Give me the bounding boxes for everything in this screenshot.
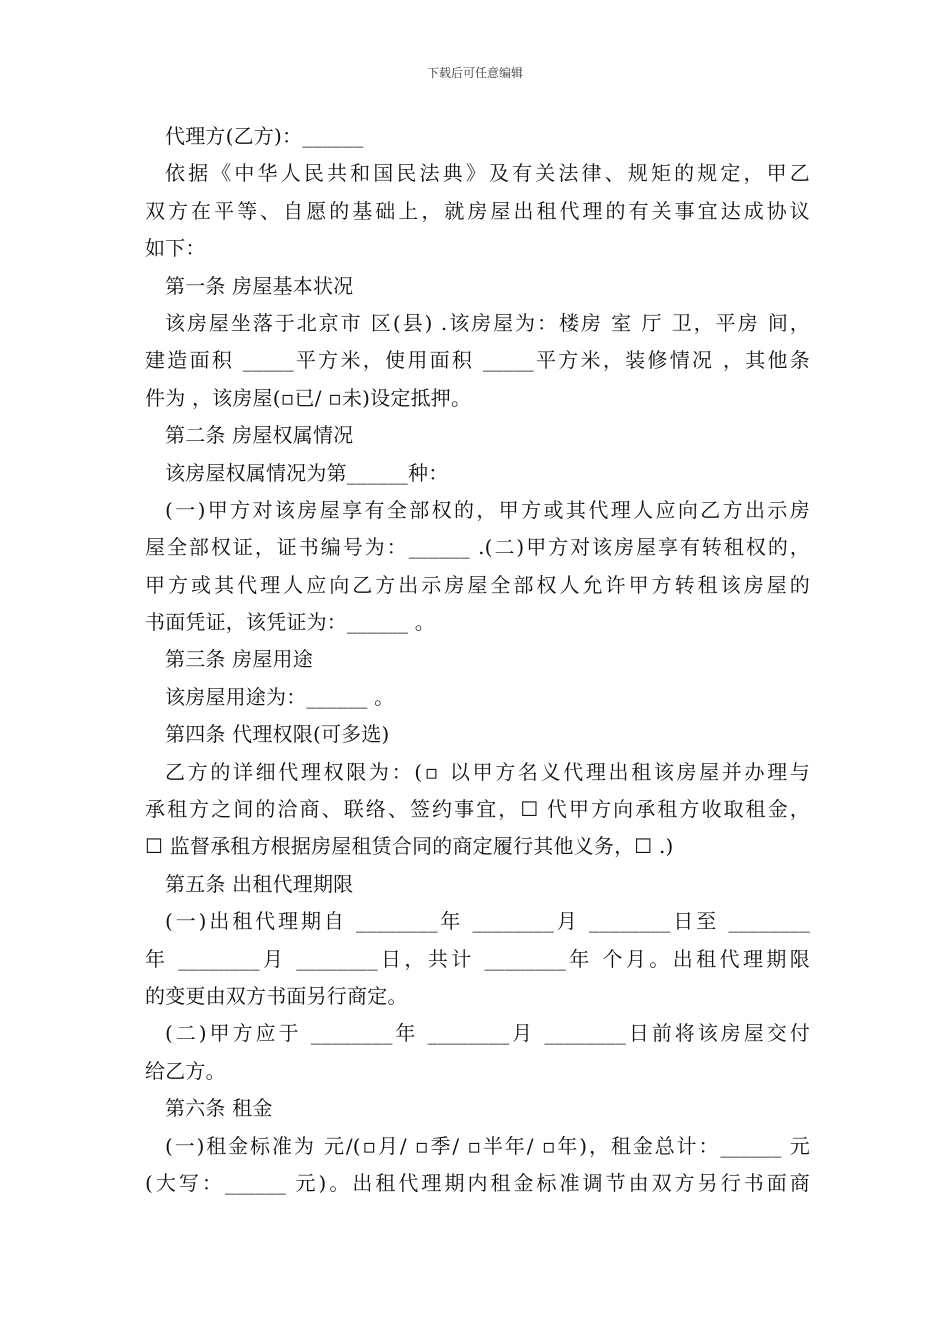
document-line: 该房屋权属情况为第______种： bbox=[165, 460, 449, 485]
page-header-note: 下载后可任意编辑 bbox=[426, 66, 523, 80]
document-line: 第四条 代理权限(可多选) bbox=[165, 722, 390, 747]
document-line: 乙方的详细代理权限为：(▫ 以甲方名义代理出租该房屋并办理与 bbox=[165, 759, 810, 784]
document-line: 双方在平等、自愿的基础上，就房屋出租代理的有关事宜达成协议 bbox=[145, 198, 810, 223]
document-line: 第二条 房屋权属情况 bbox=[165, 423, 354, 448]
document-line: (二)甲方应于 ________年 ________月 ________日前将该房屋交付 bbox=[165, 1021, 810, 1046]
document-line: 件为 ，该房屋(▫已/ ▫未)设定抵押。 bbox=[145, 385, 472, 410]
document-line: 第三条 房屋用途 bbox=[165, 647, 313, 672]
document-line: 屋全部权证，证书编号为：______ .(二)甲方对该房屋享有转租权的， bbox=[145, 535, 810, 560]
document-line: 该房屋用途为：______ 。 bbox=[165, 684, 395, 709]
document-line: 承租方之间的洽商、联络、签约事宜，☐ 代甲方向承租方收取租金， bbox=[145, 797, 810, 822]
document-line: 年 ________月 ________日，共计 ________年 个月。出租代理期限 bbox=[145, 946, 810, 971]
document-line: 依据《中华人民共和国民法典》及有关法律、规矩的规定，甲乙 bbox=[165, 161, 810, 186]
document-line: 给乙方。 bbox=[145, 1058, 226, 1083]
document-line: (一)租金标准为 元/(▫月/ ▫季/ ▫半年/ ▫年)，租金总计：______ 元 bbox=[165, 1133, 810, 1158]
document-line: 甲方或其代理人应向乙方出示房屋全部权人允许甲方转租该房屋的 bbox=[145, 572, 810, 597]
document-line: 建造面积 _____平方米，使用面积 _____平方米，装修情况 ，其他条 bbox=[145, 348, 810, 373]
document-body bbox=[145, 118, 810, 1202]
document-line: 第五条 出租代理期限 bbox=[165, 871, 354, 896]
document-line: (一)甲方对该房屋享有全部权的，甲方或其代理人应向乙方出示房 bbox=[165, 497, 810, 522]
document-line: 第一条 房屋基本状况 bbox=[165, 273, 354, 298]
document-line: (一)出租代理期自 ________年 ________月 ________日至 ________ bbox=[165, 909, 810, 934]
document-line: 代理方(乙方)：______ bbox=[165, 124, 364, 148]
document-line: (大写：______ 元)。出租代理期内租金标准调节由双方另行书面商 bbox=[145, 1170, 810, 1195]
document-line: ☐ 监督承租方根据房屋租赁合同的商定履行其他义务，☐ .) bbox=[145, 834, 674, 859]
document-line: 该房屋坐落于北京市 区(县) .该房屋为：楼房 室 厅 卫，平房 间， bbox=[165, 310, 810, 335]
document-line: 第六条 租金 bbox=[165, 1096, 273, 1121]
document-line: 的变更由双方书面另行商定。 bbox=[145, 983, 408, 1008]
document-line: 书面凭证，该凭证为：______ 。 bbox=[145, 610, 435, 635]
document-line: 如下： bbox=[145, 236, 206, 261]
